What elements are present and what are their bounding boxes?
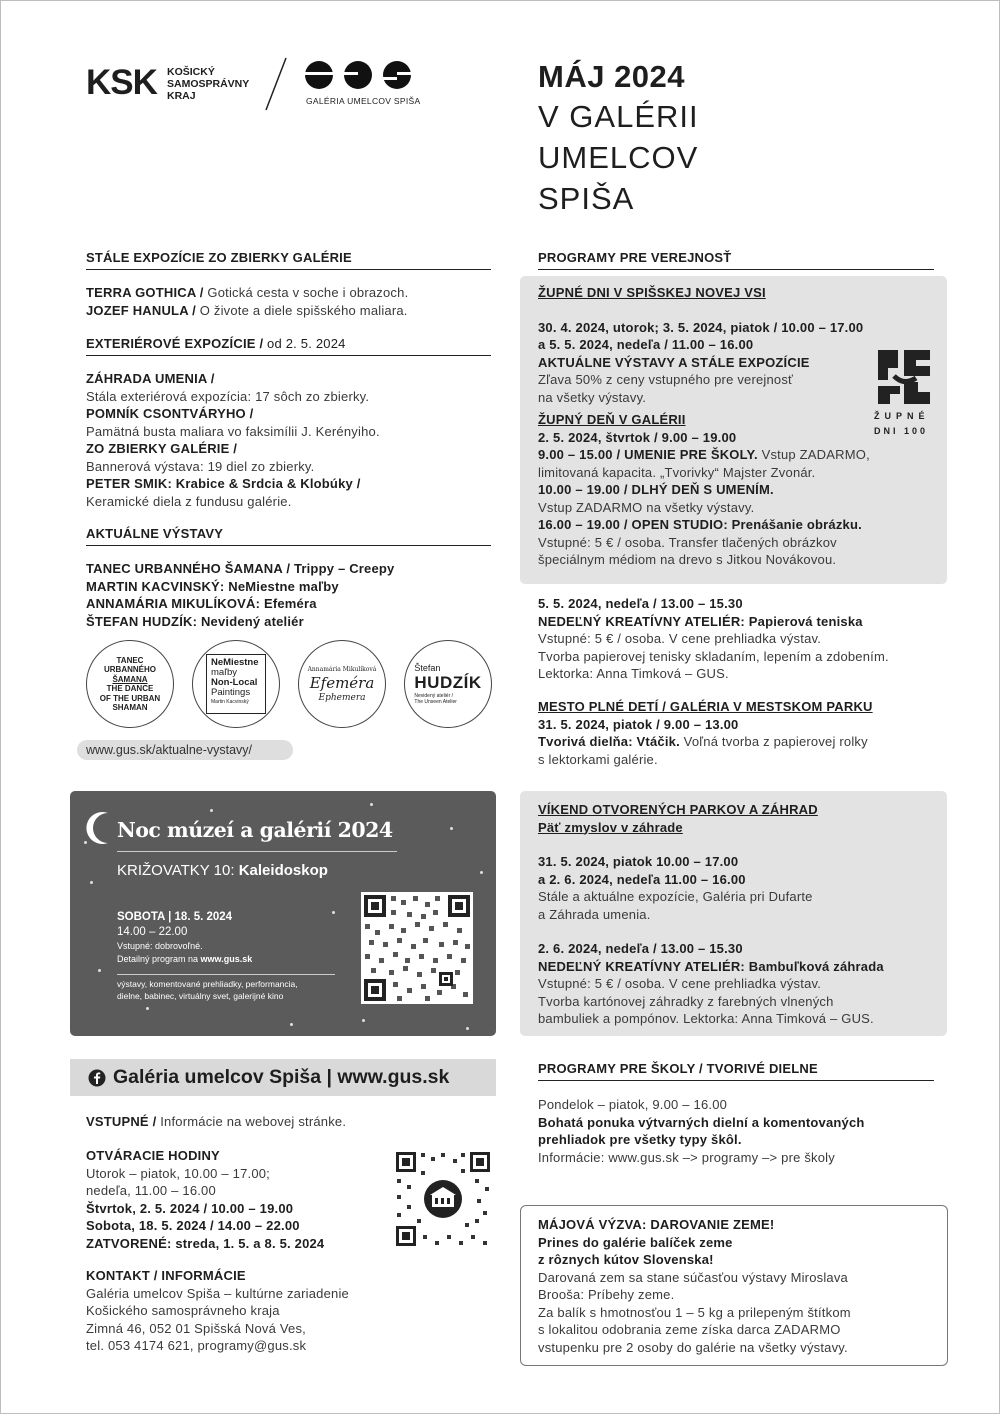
- mesto-text: Voľná tvorba z papierovej rolky: [679, 734, 868, 749]
- badge-text: Efeméra: [309, 673, 375, 692]
- title-line: UMELCOV: [538, 140, 699, 175]
- nedela-line: Tvorba papierovej tenisky skladaním, lepením a zdobením.: [538, 648, 889, 664]
- exhibit-name: PETER SMIK: Krabice & Srdcia & Klobúky /: [86, 476, 361, 491]
- opening-hours: [86, 1147, 324, 1252]
- zupny-den-line: 16.00 – 19.00 / OPEN STUDIO: Prenášanie obrázku.: [538, 517, 862, 532]
- noc-date: SOBOTA | 18. 5. 2024: [117, 911, 233, 923]
- zupne-line: 30. 4. 2024, utorok; 3. 5. 2024, piatok / 10.00 – 17.00: [538, 319, 864, 335]
- vikend-line: Tvorba kartónovej záhradky z farebných vlnených: [538, 993, 834, 1009]
- vikend-line: 31. 5. 2024, piatok 10.00 – 17.00: [538, 854, 739, 869]
- zupne-dni-content: [538, 284, 870, 569]
- qr-code-icon: [361, 892, 473, 1004]
- contact-line: Zimná 46, 052 01 Spišská Nová Ves,: [86, 1320, 306, 1336]
- zupne-logo-text: ŽUPNÉ: [874, 411, 930, 421]
- mesto-line: s lektorkami galérie.: [538, 751, 658, 767]
- section-heading-aktualne: AKTUÁLNE VÝSTAVY: [86, 526, 491, 546]
- badge-text: The Unseen Atelier: [414, 699, 457, 705]
- badge-text: Ephemera: [318, 692, 366, 703]
- opening-hours-line: ZATVORENÉ: streda, 1. 5. a 8. 5. 2024: [86, 1235, 325, 1251]
- current-exhibition: TANEC URBANNÉHO ŠAMANA / Trippy – Creepy: [86, 561, 395, 576]
- badge-urban-shaman[interactable]: [86, 640, 174, 728]
- badge-text: SHAMAN: [112, 703, 148, 712]
- stale-list: [86, 284, 408, 319]
- title-line: SPIŠA: [538, 181, 635, 216]
- opening-hours-heading: OTVÁRACIE HODINY: [86, 1148, 220, 1163]
- badge-text: TANEC: [116, 655, 144, 665]
- exhibit-name: ZÁHRADA UMENIA /: [86, 371, 215, 386]
- exterier-date: od 2. 5. 2024: [263, 336, 346, 351]
- vyzva-line: s lokalitou odobrania zeme získa darca ZADARMO: [538, 1322, 841, 1337]
- vikend-line: a Záhrada umenia.: [538, 906, 651, 922]
- zupny-den-heading: ŽUPNÝ DEŇ V GALÉRII: [538, 412, 686, 427]
- noc-subtitle: [117, 862, 328, 879]
- badge-text: Non-Local: [211, 677, 258, 688]
- ksk-name-line: KOŠICKÝ: [167, 66, 215, 78]
- badge-nemiestne[interactable]: [192, 640, 280, 728]
- vyzva-line: Za balík s hmotnosťou 1 – 5 kg a prilepeným štítkom: [538, 1304, 851, 1320]
- vikend-content: [538, 801, 884, 1028]
- mesto-bold: Tvorivá dielňa: Vtáčik.: [538, 734, 680, 749]
- vstupne-text: Informácie na webovej stránke.: [156, 1114, 347, 1129]
- zupny-den-line: 10.00 – 19.00 / DLHÝ DEŇ S UMENÍM.: [538, 482, 774, 497]
- ksk-name-line: KRAJ: [167, 90, 196, 102]
- exhibit-desc: Pamätná busta maliara vo faksimílii J. Kerényiho.: [86, 423, 380, 439]
- current-exhibition: MARTIN KACVINSKÝ: NeMiestne maľby: [86, 578, 339, 594]
- zupne-logo-text: DNI 100: [874, 426, 929, 436]
- vyzva-line: Prines do galérie balíček zeme: [538, 1234, 733, 1250]
- zupne-line: na všetky výstavy.: [538, 389, 647, 405]
- noc-title: Noc múzeí a galérií 2024: [117, 818, 393, 842]
- noc-desc: dielne, babinec, virtuálny svet, galerijné kino: [117, 991, 284, 1001]
- facebook-icon: [88, 1069, 106, 1087]
- skoly-line: prehliadok pre všetky typy škôl.: [538, 1132, 742, 1147]
- exhibit-desc: Gotická cesta v soche i obrazoch.: [203, 285, 409, 300]
- facebook-bar-text: Galéria umelcov Spiša | www.gus.sk: [113, 1066, 450, 1088]
- opening-hours-line: nedeľa, 11.00 – 16.00: [86, 1183, 216, 1198]
- noc-program-prefix: Detailný program na: [117, 954, 201, 964]
- zupne-line: Zľava 50% z ceny vstupného pre verejnosť: [538, 372, 794, 387]
- section-heading-skoly: PROGRAMY PRE ŠKOLY / TVORIVÉ DIELNE: [538, 1061, 934, 1081]
- vyzva-heading: MÁJOVÁ VÝZVA: DAROVANIE ZEME!: [538, 1217, 775, 1232]
- mesto-line: 31. 5. 2024, piatok / 9.00 – 13.00: [538, 716, 739, 732]
- zupny-den-text: Vstup ZADARMO,: [757, 447, 870, 462]
- badge-text: NeMiestne: [211, 657, 259, 668]
- aktualne-list: [86, 560, 394, 630]
- aktualne-vystavy-link[interactable]: www.gus.sk/aktualne-vystavy/: [77, 740, 293, 760]
- mesto-heading: MESTO PLNÉ DETÍ / GALÉRIA V MESTSKOM PARKU: [538, 699, 873, 714]
- skoly-line: Pondelok – piatok, 9.00 – 16.00: [538, 1097, 728, 1112]
- exterier-heading: EXTERIÉROVÉ EXPOZÍCIE /: [86, 336, 264, 351]
- opening-hours-line: Štvrtok, 2. 5. 2024 / 10.00 – 19.00: [86, 1200, 294, 1216]
- noc-program: [117, 953, 252, 965]
- nedela-block: [538, 595, 889, 683]
- zupny-den-line: limitovaná kapacita. „Tvorivky“ Majster Zvonár.: [538, 464, 816, 480]
- zupny-den-line: Vstup ZADARMO na všetky výstavy.: [538, 499, 755, 515]
- badge-text: HUDZÍK: [414, 673, 482, 692]
- vyzva-content: [538, 1216, 851, 1356]
- skoly-line: Bohatá ponuka výtvarných dielní a komentovaných: [538, 1114, 865, 1130]
- contact-block: [86, 1267, 349, 1355]
- zupny-den-line: špeciálnym médiom na drevo s Jitkou Novákovou.: [538, 552, 837, 567]
- nedela-line: Lektorka: Anna Timková – GUS.: [538, 666, 729, 681]
- vikend-heading: VÍKEND OTVORENÝCH PARKOV A ZÁHRAD: [538, 802, 818, 817]
- noc-entry: Vstupné: dobrovoľné.: [117, 941, 203, 951]
- page-title: [538, 58, 699, 219]
- gus-name: GALÉRIA UMELCOV SPIŠA: [306, 96, 421, 106]
- skoly-block: [538, 1096, 865, 1166]
- zupny-den-line: 2. 5. 2024, štvrtok / 9.00 – 19.00: [538, 429, 737, 445]
- zupne-line: a 5. 5. 2024, nedeľa / 11.00 – 16.00: [538, 337, 754, 352]
- vikend-heading: Päť zmyslov v záhrade: [538, 819, 683, 835]
- badge-efemera[interactable]: [298, 640, 386, 728]
- exhibit-name: JOZEF HANULA /: [86, 302, 196, 318]
- exhibit-desc: O živote a diele spišského maliara.: [195, 302, 408, 318]
- exhibit-name: ZO ZBIERKY GALÉRIE /: [86, 441, 238, 456]
- contact-line: Košického samosprávneho kraja: [86, 1303, 280, 1318]
- badge-hudzik[interactable]: [404, 640, 492, 728]
- vyzva-line: Brooša: Príbehy zeme.: [538, 1287, 675, 1302]
- exhibit-name: TERRA GOTHICA /: [86, 285, 204, 300]
- vyzva-line: Darovaná zem sa stane súčasťou výstavy Miroslava: [538, 1269, 848, 1285]
- vstupne-label: VSTUPNÉ /: [86, 1114, 157, 1129]
- badge-text: ŠAMANA: [112, 674, 148, 684]
- vikend-line: 2. 6. 2024, nedeľa / 13.00 – 15.30: [538, 941, 743, 956]
- noc-desc: výstavy, komentované prehliadky, performancia,: [117, 979, 298, 989]
- badge-text: Martin Kacvinský: [211, 699, 249, 705]
- vikend-line: Vstupné: 5 € / osoba. V cene prehliadka výstav.: [538, 976, 822, 991]
- ksk-mark: KSK: [86, 63, 157, 102]
- facebook-bar[interactable]: [70, 1059, 496, 1096]
- gus-logo-icon: [304, 60, 412, 90]
- skoly-line[interactable]: Informácie: www.gus.sk –> programy –> pre školy: [538, 1149, 835, 1165]
- contact-line[interactable]: tel. 053 4174 621, programy@gus.sk: [86, 1338, 307, 1353]
- section-heading-exterier: [86, 336, 491, 356]
- zupny-den-line: Vstupné: 5 € / osoba. Transfer tlačených obrázkov: [538, 534, 837, 550]
- vikend-line: a 2. 6. 2024, nedeľa 11.00 – 16.00: [538, 871, 746, 887]
- noc-time: 14.00 – 22.00: [117, 926, 188, 938]
- badge-text: Paintings: [211, 687, 251, 698]
- noc-program-url[interactable]: www.gus.sk: [200, 954, 253, 964]
- zupne-dni-logo: [872, 346, 938, 438]
- moon-icon: [86, 811, 114, 845]
- opening-hours-line: Utorok – piatok, 10.00 – 17.00;: [86, 1165, 270, 1181]
- zupny-den-bold: 9.00 – 15.00 / UMENIE PRE ŠKOLY.: [538, 447, 758, 462]
- nedela-line: Vstupné: 5 € / osoba. V cene prehliadka výstav.: [538, 631, 822, 646]
- current-exhibition: ANNAMÁRIA MIKULÍKOVÁ: Efeméra: [86, 596, 317, 611]
- badge-text: maľby: [211, 667, 237, 678]
- vyzva-line: vstupenku pre 2 osoby do galérie na všetky výstavy.: [538, 1339, 848, 1355]
- badge-text: THE DANCE: [106, 684, 154, 693]
- exterier-list: [86, 370, 380, 510]
- exhibit-desc: Stála exteriérová expozícia: 17 sôch zo zbierky.: [86, 388, 370, 404]
- noc-muzei-panel: [70, 791, 496, 1036]
- vyzva-line: z rôznych kútov Slovenska!: [538, 1252, 714, 1267]
- qr-code-icon: [395, 1151, 491, 1247]
- exhibit-name: POMNÍK CSONTVÁRYHO /: [86, 406, 254, 421]
- ksk-logo: [86, 62, 256, 108]
- nedela-line: NEDEĽNÝ KREATÍVNY ATELIÉR: Papierová teniska: [538, 613, 863, 629]
- vstupne-line: [86, 1113, 346, 1131]
- zupne-dni-logo-icon: [874, 346, 934, 408]
- noc-subtitle-bold: Kaleidoskop: [238, 862, 328, 879]
- title-line: V GALÉRII: [538, 99, 699, 134]
- logo-divider: [262, 56, 290, 112]
- badge-text: OF THE URBAN: [99, 693, 161, 703]
- section-heading-programy: PROGRAMY PRE VEREJNOSŤ: [538, 250, 934, 270]
- nedela-line: 5. 5. 2024, nedeľa / 13.00 – 15.30: [538, 596, 743, 611]
- exhibit-desc: Bannerová výstava: 19 diel zo zbierky.: [86, 458, 315, 474]
- badge-text: Nevidený ateliér /: [414, 693, 454, 699]
- contact-line: Galéria umelcov Spiša – kultúrne zariadenie: [86, 1285, 349, 1301]
- zupne-line: AKTUÁLNE VÝSTAVY A STÁLE EXPOZÍCIE: [538, 354, 810, 370]
- zupne-heading: ŽUPNÉ DNI V SPIŠSKEJ NOVEJ VSI: [538, 285, 766, 300]
- gus-logo: [304, 60, 424, 108]
- vikend-line: bambuliek a pompónov. Lektorka: Anna Timková – GUS.: [538, 1011, 874, 1026]
- badge-text: Annamária Mikulíková: [307, 665, 377, 673]
- mesto-block: [538, 698, 873, 768]
- vikend-line: Stále a aktuálne expozície, Galéria pri Dufarte: [538, 889, 813, 904]
- ksk-name-line: SAMOSPRÁVNY: [167, 78, 250, 90]
- opening-hours-line: Sobota, 18. 5. 2024 / 14.00 – 22.00: [86, 1218, 300, 1233]
- badge-text: Štefan: [414, 663, 441, 673]
- section-heading-stale: STÁLE EXPOZÍCIE ZO ZBIERKY GALÉRIE: [86, 250, 491, 270]
- current-exhibition: ŠTEFAN HUDZÍK: Nevidený ateliér: [86, 613, 304, 629]
- badge-text: URBANNÉHO: [103, 665, 156, 674]
- exhibit-desc: Keramické diela z fundusu galérie.: [86, 493, 292, 509]
- vikend-line: NEDEĽNÝ KREATÍVNY ATELIÉR: Bambuľková záhrada: [538, 958, 884, 974]
- title-line: MÁJ 2024: [538, 59, 686, 94]
- noc-subtitle-prefix: KRIŽOVATKY 10:: [117, 862, 239, 879]
- contact-heading: KONTAKT / INFORMÁCIE: [86, 1268, 246, 1283]
